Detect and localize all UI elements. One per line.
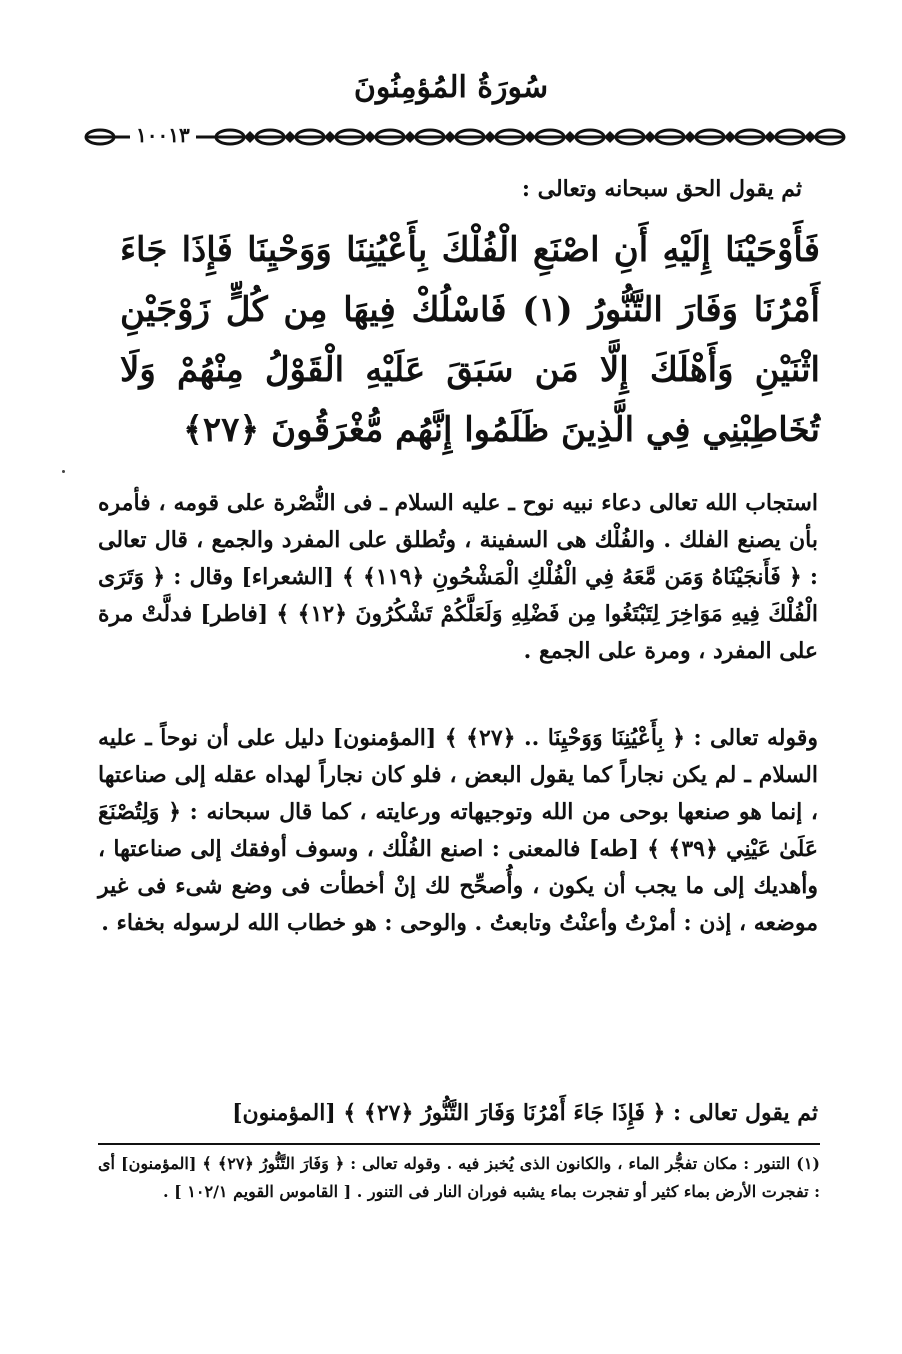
footnote: (١) التنور : مكان تفجُّر الماء ، والكانون الذى يُخبز فيه . وقوله تعالى : ﴿ وَفَارَ التَّنُّورُ ﴿٢٧﴾ ﴾ [المؤمنون] أى : تفجرت الأرض بماء كثير أو تفجرت بماء يشبه فوران النار فى التنور . [ القاموس القويم ١٠٢/١ ] . [98, 1154, 820, 1201]
intro-line: ثم يقول الحق سبحانه وتعالى : [521, 176, 802, 202]
footnote-separator [98, 1143, 820, 1145]
paragraph-1: استجاب الله تعالى دعاء نبيه نوح ـ عليه السلام ـ فى النُّصْرة على قومه ، فأمره بأن يصنع الفلك . والفُلْك هى السفينة ، وتُطلق على المفرد والجمع ، قال تعالى : ﴿ فَأَنجَيْنَاهُ وَمَن مَّعَهُ فِي الْفُلْكِ الْمَشْحُونِ ﴿١١٩﴾ ﴾ [الشعراء] وقال : ﴿ وَتَرَى الْفُلْكَ فِيهِ مَوَاخِرَ لِتَبْتَغُوا مِن فَضْلِهِ وَلَعَلَّكُمْ تَشْكُرُونَ ﴿١٢﴾ ﴾ [فاطر] فدلَّتْ مرة على المفرد ، ومرة على الجمع . [98, 490, 818, 664]
paragraph-2: وقوله تعالى : ﴿ بِأَعْيُنِنَا وَوَحْيِنَا .. ﴿٢٧﴾ ﴾ [المؤمنون] دليل على أن نوحاً ـ عليه السلام ـ لم يكن نجاراً كما يقول البعض ، فلو كان نجاراً لهداه عقله إلى صناعتها ، إنما هو صنعها بوحى من الله وتوجيهاته ورعايته ، كما قال سبحانه : ﴿ وَلِتُصْنَعَ عَلَىٰ عَيْنِي ﴿٣٩﴾ ﴾ [طه] فالمعنى : اصنع الفُلْك ، وسوف أوفقك إلى صناعتها ، وأهديك إلى ما يجب أن يكون ، وأُصحِّح لك إنْ أخطأت فى وضع شىء فى غير موضعه ، إذن : أمرْتُ وأعنْتُ وتابعتُ . والوحى : هو خطاب الله لرسوله بخفاء . [98, 725, 818, 936]
surah-title: سُورَةُ المُؤمِنُونَ [353, 70, 549, 105]
paragraph-3: ثم يقول تعالى : ﴿ فَإِذَا جَاءَ أَمْرُنَا وَفَارَ التَّنُّورُ ﴿٢٧﴾ ﴾ [المؤمنون] [232, 1100, 818, 1126]
page-number: ١٠٠١٣ [130, 123, 196, 147]
quran-verse: فَأَوْحَيْنَا إِلَيْهِ أَنِ اصْنَعِ الْفُلْكَ بِأَعْيُنِنَا وَوَحْيِنَا فَإِذَا جَاءَ أَمْرُنَا وَفَارَ التَّنُّورُ (١) فَاسْلُكْ فِيهَا مِن كُلٍّ زَوْجَيْنِ اثْنَيْنِ وَأَهْلَكَ إِلَّا مَن سَبَقَ عَلَيْهِ الْقَوْلُ مِنْهُمْ وَلَا تُخَاطِبْنِي فِي الَّذِينَ ظَلَمُوا إِنَّهُم مُّغْرَقُونَ ﴿٢٧﴾ [120, 230, 820, 450]
scan-speck [62, 470, 65, 473]
